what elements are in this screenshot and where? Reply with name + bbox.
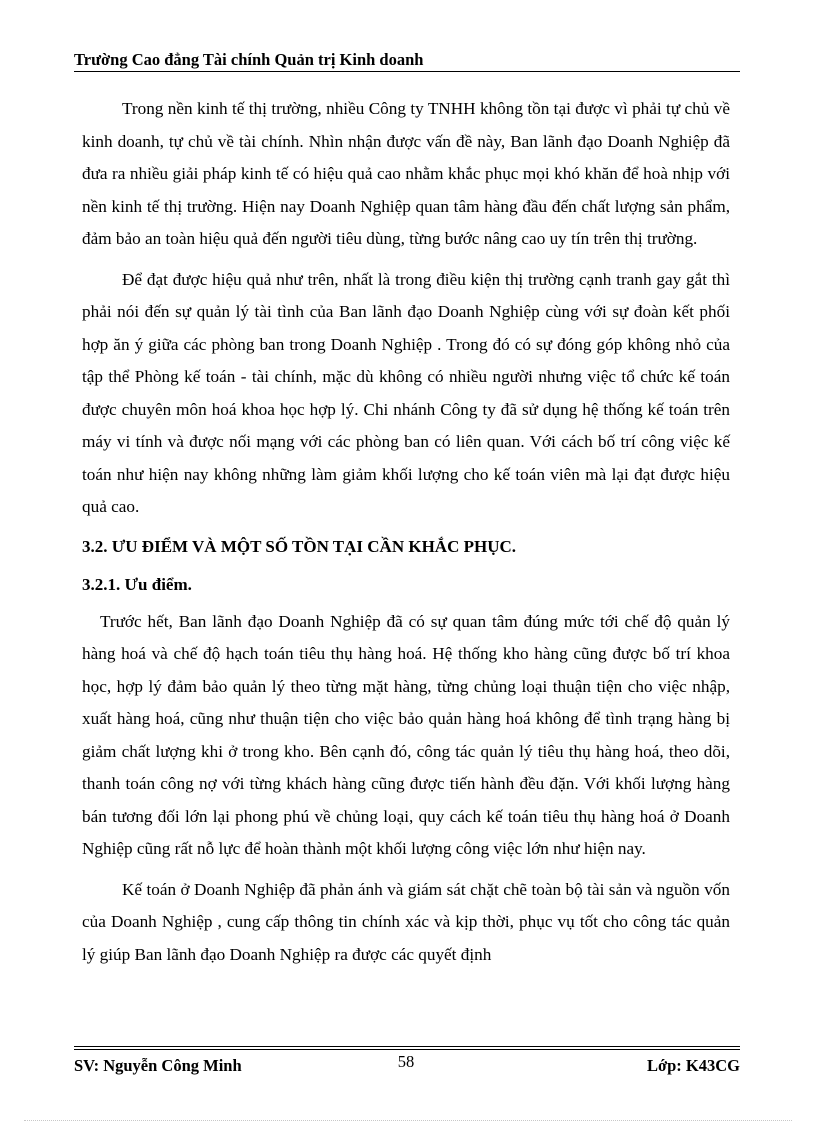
paragraph-advantages: Trước hết, Ban lãnh đạo Doanh Nghiệp đã có sự quan tâm đúng mức tới chế độ quản lý hàng hoá và chế độ hạch toán tiêu thụ hàng hoá. Hệ thống kho hàng cũng được bố trí khoa học, hợp lý đảm bảo quản lý theo từng mặt hàng, từng chủng loại thuận tiện cho việc nhập, xuất hàng hoá, cũng như thuận tiện cho việc bảo quản hàng hoá không để tình trạng hàng bị giảm chất lượng khi ở trong kho. Bên cạnh đó, công tác quản lý tiêu thụ hàng hoá, theo dõi, thanh toán công nợ với từng khách hàng cũng được tiến hành đều đặn. Với khối lượng hàng bán tương đối lớn lại phong phú về chủng loại, quy cách kế toán tiêu thụ hàng hoá ở Doanh Nghiệp cũng rất nỗ lực để hoàn thành một khối lượng công việc lớn như hiện nay. — [82, 611, 730, 858]
footer-class-code: Lớp: K43CG — [646, 1056, 740, 1075]
paragraph-management-efficiency: Để đạt được hiệu quả như trên, nhất là trong điều kiện thị trường cạnh tranh gay gắt thì phải nói đến sự quản lý tài tình của Ban lãnh đạo Doanh Nghiệp cùng với sự đoàn kết phối hợp ăn ý giữa các phòng ban trong Doanh Nghiệp . Trong đó có sự đóng góp không nhỏ của tập thể Phòng kế toán - tài chính, mặc dù không có nhiều người nhưng việc tổ chức kế toán được chuyên môn hoá khoa học hợp lý. Chi nhánh Công ty đã sử dụng hệ thống kế toán trên máy vi tính và được nối mạng với các phòng ban có liên quan. Với cách bố trí công việc kế toán như hiện nay không những làm giảm khối lượng cho kế toán viên mà lại đạt được hiệu quả cao. — [82, 269, 730, 516]
document-body — [82, 93, 730, 971]
paragraph-market-economy: Trong nền kinh tế thị trường, nhiều Công ty TNHH không tồn tại được vì phải tự chủ về kinh doanh, tự chủ về tài chính. Nhìn nhận được vấn đề này, Ban lãnh đạo Doanh Nghiệp đã đưa ra nhiều giải pháp kinh tế có hiệu quả cao nhằm khắc phục mọi khó khăn để hoà nhịp với nền kinh tế thị trường. Hiện nay Doanh Nghiệp quan tâm hàng đầu đến chất lượng sản phẩm, đảm bảo an toàn hiệu quả đến người tiêu dùng, từng bước nâng cao uy tín trên thị trường. — [82, 99, 730, 248]
subsection-heading: 3.2.1. Ưu điểm. — [82, 574, 192, 594]
page-bottom-edge — [24, 1120, 792, 1121]
section-heading: 3.2. ƯU ĐIỂM VÀ MỘT SỐ TỒN TẠI CẦN KHẮC PHỤC. — [82, 536, 517, 556]
page-header-title: Trường Cao đẳng Tài chính Quản trị Kinh doanh — [74, 50, 424, 69]
footer-page-number: 58 — [397, 1052, 415, 1071]
footer-student-name: SV: Nguyễn Công Minh — [74, 1056, 242, 1075]
footer-divider-bottom — [74, 1049, 740, 1050]
paragraph-accounting-supervision: Kế toán ở Doanh Nghiệp đã phản ánh và giám sát chặt chẽ toàn bộ tài sản và nguồn vốn của Doanh Nghiệp , cung cấp thông tin chính xác và kịp thời, phục vụ tốt cho công tác quản lý giúp Ban lãnh đạo Doanh Nghiệp ra được các quyết định — [82, 879, 730, 964]
footer-divider-top — [74, 1046, 740, 1047]
header-divider — [74, 71, 740, 72]
